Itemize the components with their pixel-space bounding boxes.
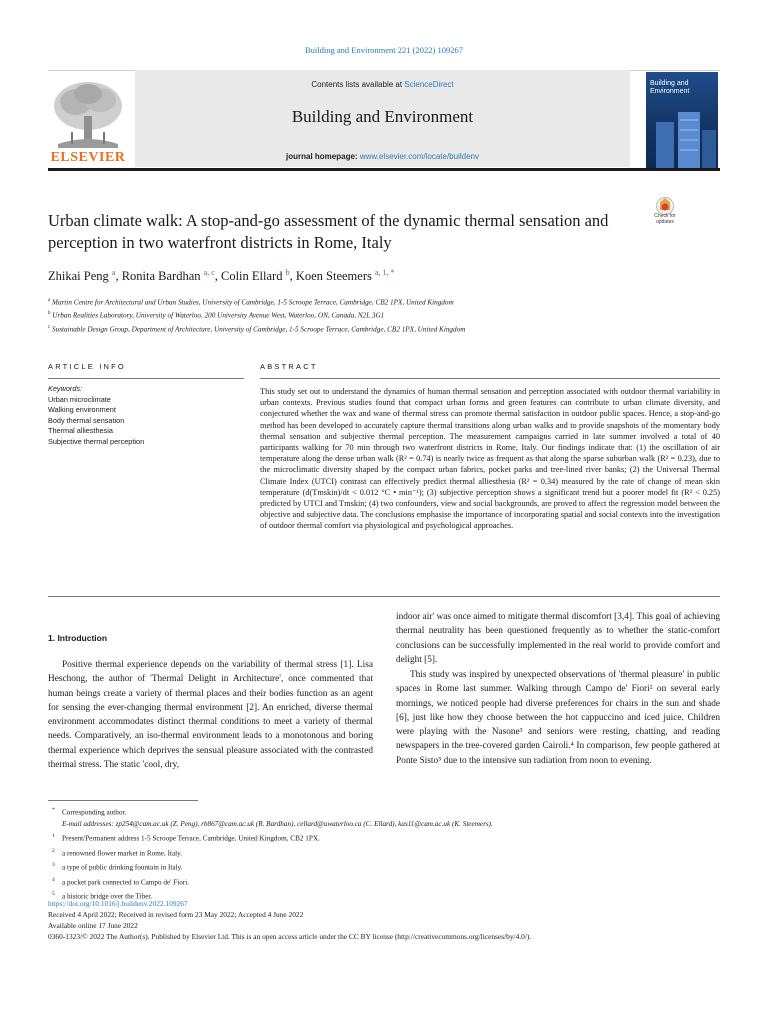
email-addresses[interactable]: E-mail addresses: zp254@cam.ac.uk (Z. Peng), rb867@cam.ac.uk (R. Bardhan), cellard@uwaterloo.ca (C. Ellard), kas11@cam.ac.uk (K. Steemers). — [62, 820, 493, 829]
introduction-heading: 1. Introduction — [48, 633, 108, 643]
contents-prefix: Contents lists available at — [311, 80, 405, 89]
header-rule — [48, 168, 720, 171]
introduction-paragraph-right-1: indoor air' was once aimed to mitigate thermal discomfort [3,4]. This goal of achieving thermal neutrality has been questioned frequently as to whether the static-comfort conclusions can be successfully implemented in the real world to provide comfort and delight [5]. — [396, 612, 720, 665]
affiliation-mark: c — [48, 324, 51, 330]
footnote-item — [52, 830, 732, 844]
paper-title: Urban climate walk: A stop-and-go assessment of the dynamic thermal sensation and perception in two waterfront districts in Rome, Italy — [48, 211, 609, 252]
footnote-text: a renowned flower market in Rome, Italy. — [62, 849, 183, 858]
affiliation-item — [48, 322, 728, 335]
publication-info — [48, 898, 748, 942]
footnote-item — [52, 804, 732, 818]
footnote-text: a pocket park connected to Campo de' Fiori. — [62, 877, 190, 886]
affiliation-item — [48, 308, 728, 321]
affiliation-text: Sustainable Design Group, Department of Architecture, University of Cambridge, 1-5 Scroope Terrace, Cambridge, CB2 1PX, United Kingdom — [52, 325, 466, 334]
keyword-item: Walking environment — [48, 405, 116, 414]
footnote-mark: 3 — [52, 862, 55, 869]
footnote-mark: 5 — [52, 890, 55, 897]
author-name[interactable]: Ronita Bardhan — [121, 269, 201, 284]
introduction-paragraph-right-2: This study was inspired by unexpected observations of 'thermal pleasure' in public spaces in Rome last summer. Walking through Campo de' Fiori² on several early mornings, we noticed people had diverse preferences for chairs in the sun and shade [6], just like how they choose between the hot cappuccino and iced juice. Children were playing with the Nasone³ and seniors were resting, chatting, and reading newspapers in the tree-covered garden Cairoli.⁴ In comparison, few people gathered at Ponte Sisto⁵ due to the intensive sun radiation from noon to evening. — [396, 670, 720, 766]
footnote-mark: 2 — [52, 847, 55, 854]
cover-title: Building and Environment — [650, 80, 690, 95]
author-name[interactable]: Colin Ellard — [221, 269, 283, 284]
license-statement: 0360-1323/© 2022 The Author(s). Published by Elsevier Ltd. This is an open access article under the CC BY license (http://creativecommons.org/licenses/by/4.0/). — [48, 932, 532, 941]
footnote-item — [52, 845, 732, 859]
article-info-rule — [48, 378, 244, 379]
available-online: Available online 17 June 2022 — [48, 921, 138, 930]
footnote-item — [52, 874, 732, 888]
author-list: Zhikai Peng $^a$, Ronita Bardhan $^{a, c}$, Colin Ellard $^b$, Koen Steemers $^{a, 1, *}$ — [48, 268, 395, 284]
keyword-item: Urban microclimate — [48, 394, 111, 404]
homepage-link[interactable]: www.elsevier.com/locate/buildenv — [359, 152, 479, 161]
footnotes — [52, 804, 732, 902]
affiliation-text: Martin Centre for Architectural and Urban Studies, University of Cambridge, 1-5 Scroope Terrace, Cambridge, CB2 1PX, United Kingdom — [52, 298, 454, 307]
keyword-item: Thermal alliesthesia — [48, 426, 113, 435]
contents-line — [135, 80, 630, 89]
keywords-label: Keywords: — [48, 384, 83, 393]
abstract-bottom-rule — [48, 596, 720, 597]
keyword-item: Subjective thermal perception — [48, 436, 145, 446]
affiliation-mark: b — [48, 311, 51, 317]
elsevier-wordmark: ELSEVIER — [50, 150, 126, 165]
footnote-mark: 1 — [52, 833, 55, 840]
affiliations — [48, 295, 728, 335]
author-affiliation-mark[interactable]: a, c — [203, 268, 215, 277]
journal-reference[interactable]: Building and Environment 221 (2022) 109267 — [305, 45, 463, 55]
author-name[interactable]: Koen Steemers — [295, 269, 372, 284]
check-for-updates-label[interactable]: Check for updates — [654, 213, 676, 225]
footnote-text: a historic bridge over the Tiber. — [62, 892, 153, 901]
sciencedirect-link[interactable]: ScienceDirect — [404, 80, 454, 89]
footnote-text: a type of public drinking fountain in Italy. — [62, 863, 183, 872]
abstract-text: This study set out to understand the dynamics of human thermal sensation and perception associated with outdoor thermal variability in urban contexts. Previous studies found that compact urban forms and green features can contribute to urban climate diversity, and conjectured whether the wax and wane of thermal stress can promote thermal satisfaction in outdoor public spaces. Hence, a stop-and-go method has been developed to accurately capture thermal transitions along urban walks and to provide snapshots of the momentary body thermal sensation and subjective thermal perception. The measurement campaigns carried in late summer involved a total of 40 participants walking for 70 min through two waterfront districts in Rome, Italy. Our findings indicate that: (1) the oscillation of air temperature along the dense urban walk (R² = 0.74) is nearly twice as frequent as that along the sparse suburban walk (R² = 0.23), due to the microclimatic diversity shaped by the compact urban fabrics, pocket parks and tree-lined river banks; (2) the Universal Thermal Climate Index (UTCI) contrast can effectively predict thermal alliesthesia (R² = 0.34) measured by the rate of change of mean skin temperature (d(Tmskin)/dt < 0.012 °C • min⁻¹); (3) subjective perception shows a significant trend but a poorer model fit (R² < 0.25) predicted by UTCI and Tmskin; (4) two confounders, view and social backgrounds, are proved to affect the regression model between the objective and subjective data. The conclusions emphasise the importance of incorporating spatial and social contexts into the investigation of outdoor thermal comfort via physiological and psychological approaches. — [260, 387, 720, 531]
author-affiliation-mark[interactable]: a — [111, 268, 116, 277]
author-affiliation-mark[interactable]: a, 1, * — [374, 268, 395, 277]
affiliation-mark: a — [48, 298, 51, 303]
footnote-item — [52, 818, 732, 830]
footnote-mark: 4 — [52, 876, 55, 883]
journal-cover-thumbnail[interactable] — [646, 72, 718, 168]
cover-building-image-icon — [646, 112, 718, 168]
homepage-prefix: journal homepage: — [286, 152, 360, 161]
homepage-line — [135, 152, 630, 161]
footnote-mark: * — [52, 807, 55, 813]
footnote-text: Corresponding author. — [62, 808, 127, 817]
footnote-text: Present/Permanent address 1-5 Scroope Terrace, Cambridge, United Kingdom, CB2 1PX. — [62, 834, 320, 843]
author-affiliation-mark[interactable]: b — [285, 268, 290, 277]
affiliation-text: Urban Realities Laboratory, University of Waterloo, 200 University Avenue West, Waterloo, ON, Canada, N2L 3G1 — [52, 311, 385, 320]
affiliation-item — [48, 295, 728, 308]
article-info-heading: ARTICLE INFO — [48, 362, 126, 371]
keyword-item: Body thermal sensation — [48, 415, 125, 425]
abstract-heading: ABSTRACT — [260, 362, 318, 371]
footnote-rule — [48, 800, 198, 801]
journal-title: Building and Environment — [291, 107, 474, 126]
footnote-item — [52, 859, 732, 873]
introduction-paragraph-left: Positive thermal experience depends on the variability of thermal stress [1]. Lisa Heschong, the author of 'Thermal Delight in Architecture', once commented that human beings create a variety of thermal places and their bodies function as an agent for sensing the ever-changing thermal environment [2]. An enriched, diverse thermal environment accommodates distinct thermal conditions to meet a variety of thermal needs. Comparatively, an iso-thermal environment leads to a monotonous and boring thermal experience which deprives the sensual pleasure associated with the contrasted thermal stress. The static 'cool, dry, — [48, 660, 373, 771]
abstract-rule — [260, 378, 720, 379]
received-dates: Received 4 April 2022; Received in revised form 23 May 2022; Accepted 4 June 2022 — [48, 910, 304, 919]
keywords-block — [48, 384, 244, 447]
doi-link[interactable]: https://doi.org/10.1016/j.buildenv.2022.109267 — [48, 899, 188, 908]
author-name[interactable]: Zhikai Peng — [48, 269, 109, 284]
